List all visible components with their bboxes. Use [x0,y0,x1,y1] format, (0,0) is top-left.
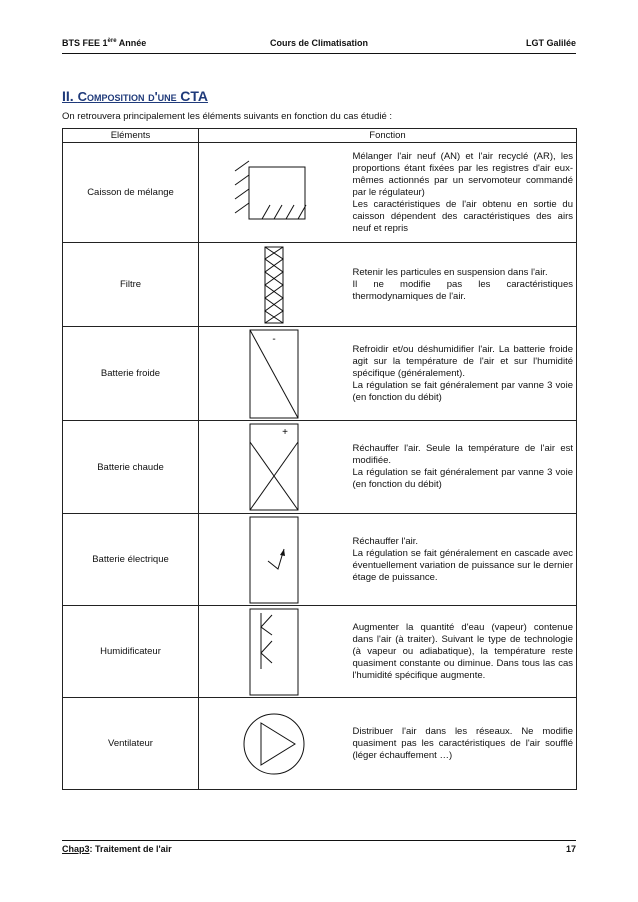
page-header [62,38,576,54]
function-description [350,606,577,698]
section-title: II. Composition d'une CTA [62,88,209,104]
symbol-cell [199,514,350,606]
function-line: Réchauffer l'air. Seule la température de l'air est modifiée. [352,443,573,466]
filter-icon [254,245,294,325]
header-rule [62,53,576,54]
footer-rule [62,840,576,841]
cta-components-table [62,128,577,790]
symbol-cell [199,421,350,514]
element-name: Humidificateur [63,606,199,698]
function-description [350,514,577,606]
fan-icon [239,709,309,779]
function-line: Augmenter la quantité d'eau (vapeur) contenue dans l'air (à traiter). Suivant le type de technologie (à vapeur ou adiabatique), la température reste quasiment constante ou diminue. Dans tous las cas l'humidité spécifique augmente. [352,621,573,681]
table-row [63,243,577,327]
coil-sign: + [282,427,289,438]
function-description [350,143,577,243]
symbol-cell [199,698,350,790]
function-description [350,243,577,327]
table-row [63,606,577,698]
function-line: La régulation se fait généralement en cascade avec éventuellement variation de puissance sur le dernier étage de puissance. [352,547,573,583]
symbol-cell [199,143,350,243]
header-course-level: BTS FEE 1ère Année [62,38,147,48]
function-line: Refroidir et/ou déshumidifier l'air. La batterie froide agit sur la température de l'air et sur l'humidité spécifique (généralement). [352,343,573,379]
function-description [350,327,577,421]
table-row [63,514,577,606]
symbol-cell [199,606,350,698]
coil-sign: - [272,333,276,345]
function-line: Réchauffer l'air. [352,535,419,547]
element-name: Batterie froide [63,327,199,421]
column-header-fonction: Fonction [199,129,577,143]
function-line: Mélanger l'air neuf (AN) et l'air recyclé (AR), les proportions étant fixées par les registres d'air eux-mêmes actionnés par un servomoteur commandé par le régulateur) [352,150,573,198]
mixing-box-icon [224,153,324,233]
symbol-cell [199,327,350,421]
element-name: Filtre [63,243,199,327]
footer-chapter: Chap3: Traitement de l'air [62,844,172,854]
page-number: 17 [565,844,576,854]
electric-coil-icon [244,515,304,605]
element-name: Batterie chaude [63,421,199,514]
function-description [350,698,577,790]
header-course-title: Cours de Climatisation [269,38,368,48]
cooling-coil-icon [244,328,304,420]
function-line: La régulation se fait généralement par vanne 3 voie (en fonction du débit) [352,467,573,490]
function-line: Distribuer l'air dans les réseaux. Ne modifie quasiment pas les caractéristiques de l'air soufflé (léger échauffement …) [352,725,573,761]
column-header-elements: Eléments [63,129,199,143]
heating-coil-icon [244,422,304,512]
element-name: Batterie électrique [63,514,199,606]
table-row [63,698,577,790]
table-header-row [63,129,577,143]
function-line: Retenir les particules en suspension dans l'air. [352,266,548,278]
function-description [350,421,577,514]
table-row [63,143,577,243]
table-row [63,421,577,514]
symbol-cell [199,243,350,327]
element-name: Ventilateur [63,698,199,790]
function-line: Il ne modifie pas les caractéristiques thermodynamiques de l'air. [352,278,573,302]
humidifier-icon [244,607,304,697]
element-name: Caisson de mélange [63,143,199,243]
function-line: Les caractéristiques de l'air obtenu en sortie du caisson dépendent des caractéristiques des airs neuf et repris [352,198,573,234]
header-school: LGT Galilée [525,38,576,48]
table-row [63,327,577,421]
function-line: La régulation se fait généralement par vanne 3 voie (en fonction du débit) [352,379,573,403]
section-intro: On retrouvera principalement les éléments suivants en fonction du cas étudié : [62,111,393,122]
